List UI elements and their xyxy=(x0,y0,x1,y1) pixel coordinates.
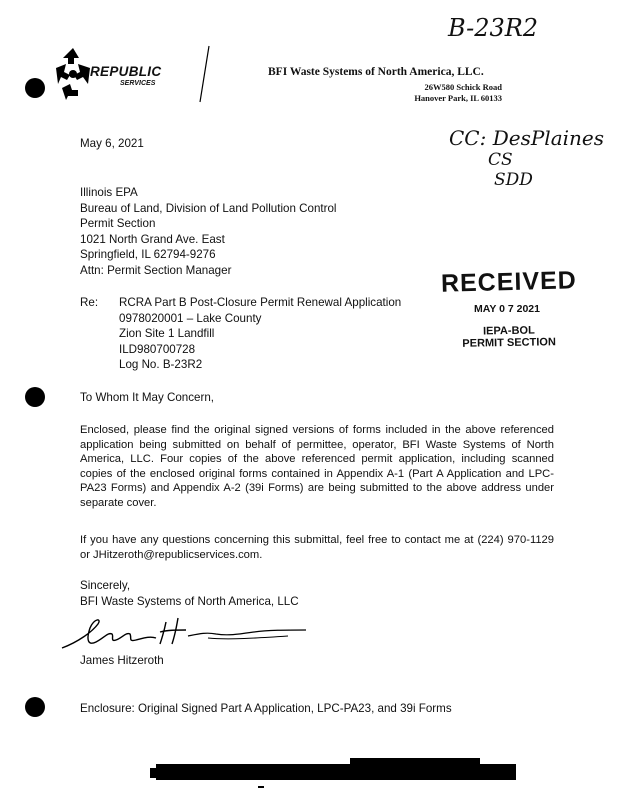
company-name: BFI Waste Systems of North America, LLC. xyxy=(268,66,484,78)
logo-sub: SERVICES xyxy=(120,80,156,87)
recipient-line: Permit Section xyxy=(80,217,156,230)
signature xyxy=(58,612,318,656)
salutation: To Whom It May Concern, xyxy=(80,391,215,404)
recipient-line: 1021 North Grand Ave. East xyxy=(80,232,225,246)
closing: Sincerely, xyxy=(80,579,131,592)
re-line: Zion Site 1 Landfill xyxy=(119,327,215,340)
signer-name: James Hitzeroth xyxy=(80,654,164,667)
stamp-office-line-1: IEPA-BOL xyxy=(482,324,535,338)
letter-date: May 6, 2021 xyxy=(80,137,144,150)
footer-dash xyxy=(258,786,264,788)
recipient-line: Attn: Permit Section Manager xyxy=(80,263,232,277)
body-paragraph-1: Enclosed, please find the original signed versions of forms included in the above referenced application being submitted on behalf of permittee, operator, BFI Waste Systems of North America, LLC. Four copies of the above referenced permit application, including scanned copies of the enclosed original forms contained in Appendix A-1 (Part A Application and LPC-PA23 Forms) and Appendix A-2 (39i Forms) are being submitted to the above address under separate cover. xyxy=(80,424,554,509)
re-label: Re: xyxy=(80,296,99,309)
republic-logo xyxy=(52,46,192,102)
punch-hole-2 xyxy=(25,387,45,407)
re-line: 0978020001 – Lake County xyxy=(119,311,262,325)
closing-company: BFI Waste Systems of North America, LLC xyxy=(80,595,299,608)
re-line: RCRA Part B Post-Closure Permit Renewal Application xyxy=(119,296,402,309)
re-line: ILD980700728 xyxy=(119,342,196,356)
handwritten-cc-line-3: SDD xyxy=(494,170,533,190)
handwritten-log-code: B-23R2 xyxy=(448,14,539,42)
received-stamp-office xyxy=(444,324,574,350)
logo-divider xyxy=(197,44,211,104)
republic-logo-icon xyxy=(52,46,94,100)
punch-hole-3 xyxy=(25,697,45,717)
recipient-line: Springfield, IL 62794-9276 xyxy=(80,248,216,261)
stamp-office-line-2: PERMIT SECTION xyxy=(462,336,556,350)
received-stamp: RECEIVED xyxy=(440,266,578,298)
logo-brand: REPUBLIC xyxy=(90,64,162,79)
handwritten-cc-line-1: CC: DesPlaines xyxy=(449,126,604,150)
footer-scan-bar xyxy=(150,756,530,786)
re-line: Log No. B-23R2 xyxy=(119,358,203,371)
recipient-address xyxy=(80,185,337,278)
enclosure-line: Enclosure: Original Signed Part A Application, LPC-PA23, and 39i Forms xyxy=(80,702,452,715)
body-paragraph-2: If you have any questions concerning this submittal, feel free to contact me at (224) 970-1129 or JHitzeroth@republicservices.com. xyxy=(80,534,554,561)
handwritten-cc-line-2: CS xyxy=(488,150,513,170)
re-subject xyxy=(119,295,401,373)
recipient-line: Bureau of Land, Division of Land Pollution Control xyxy=(80,201,337,215)
company-city: Hanover Park, IL 60133 xyxy=(414,93,502,103)
company-street: 26W580 Schick Road xyxy=(424,82,502,92)
recipient-line: Illinois EPA xyxy=(80,186,138,199)
punch-hole-1 xyxy=(25,78,45,98)
received-stamp-date: MAY 0 7 2021 xyxy=(474,303,540,315)
